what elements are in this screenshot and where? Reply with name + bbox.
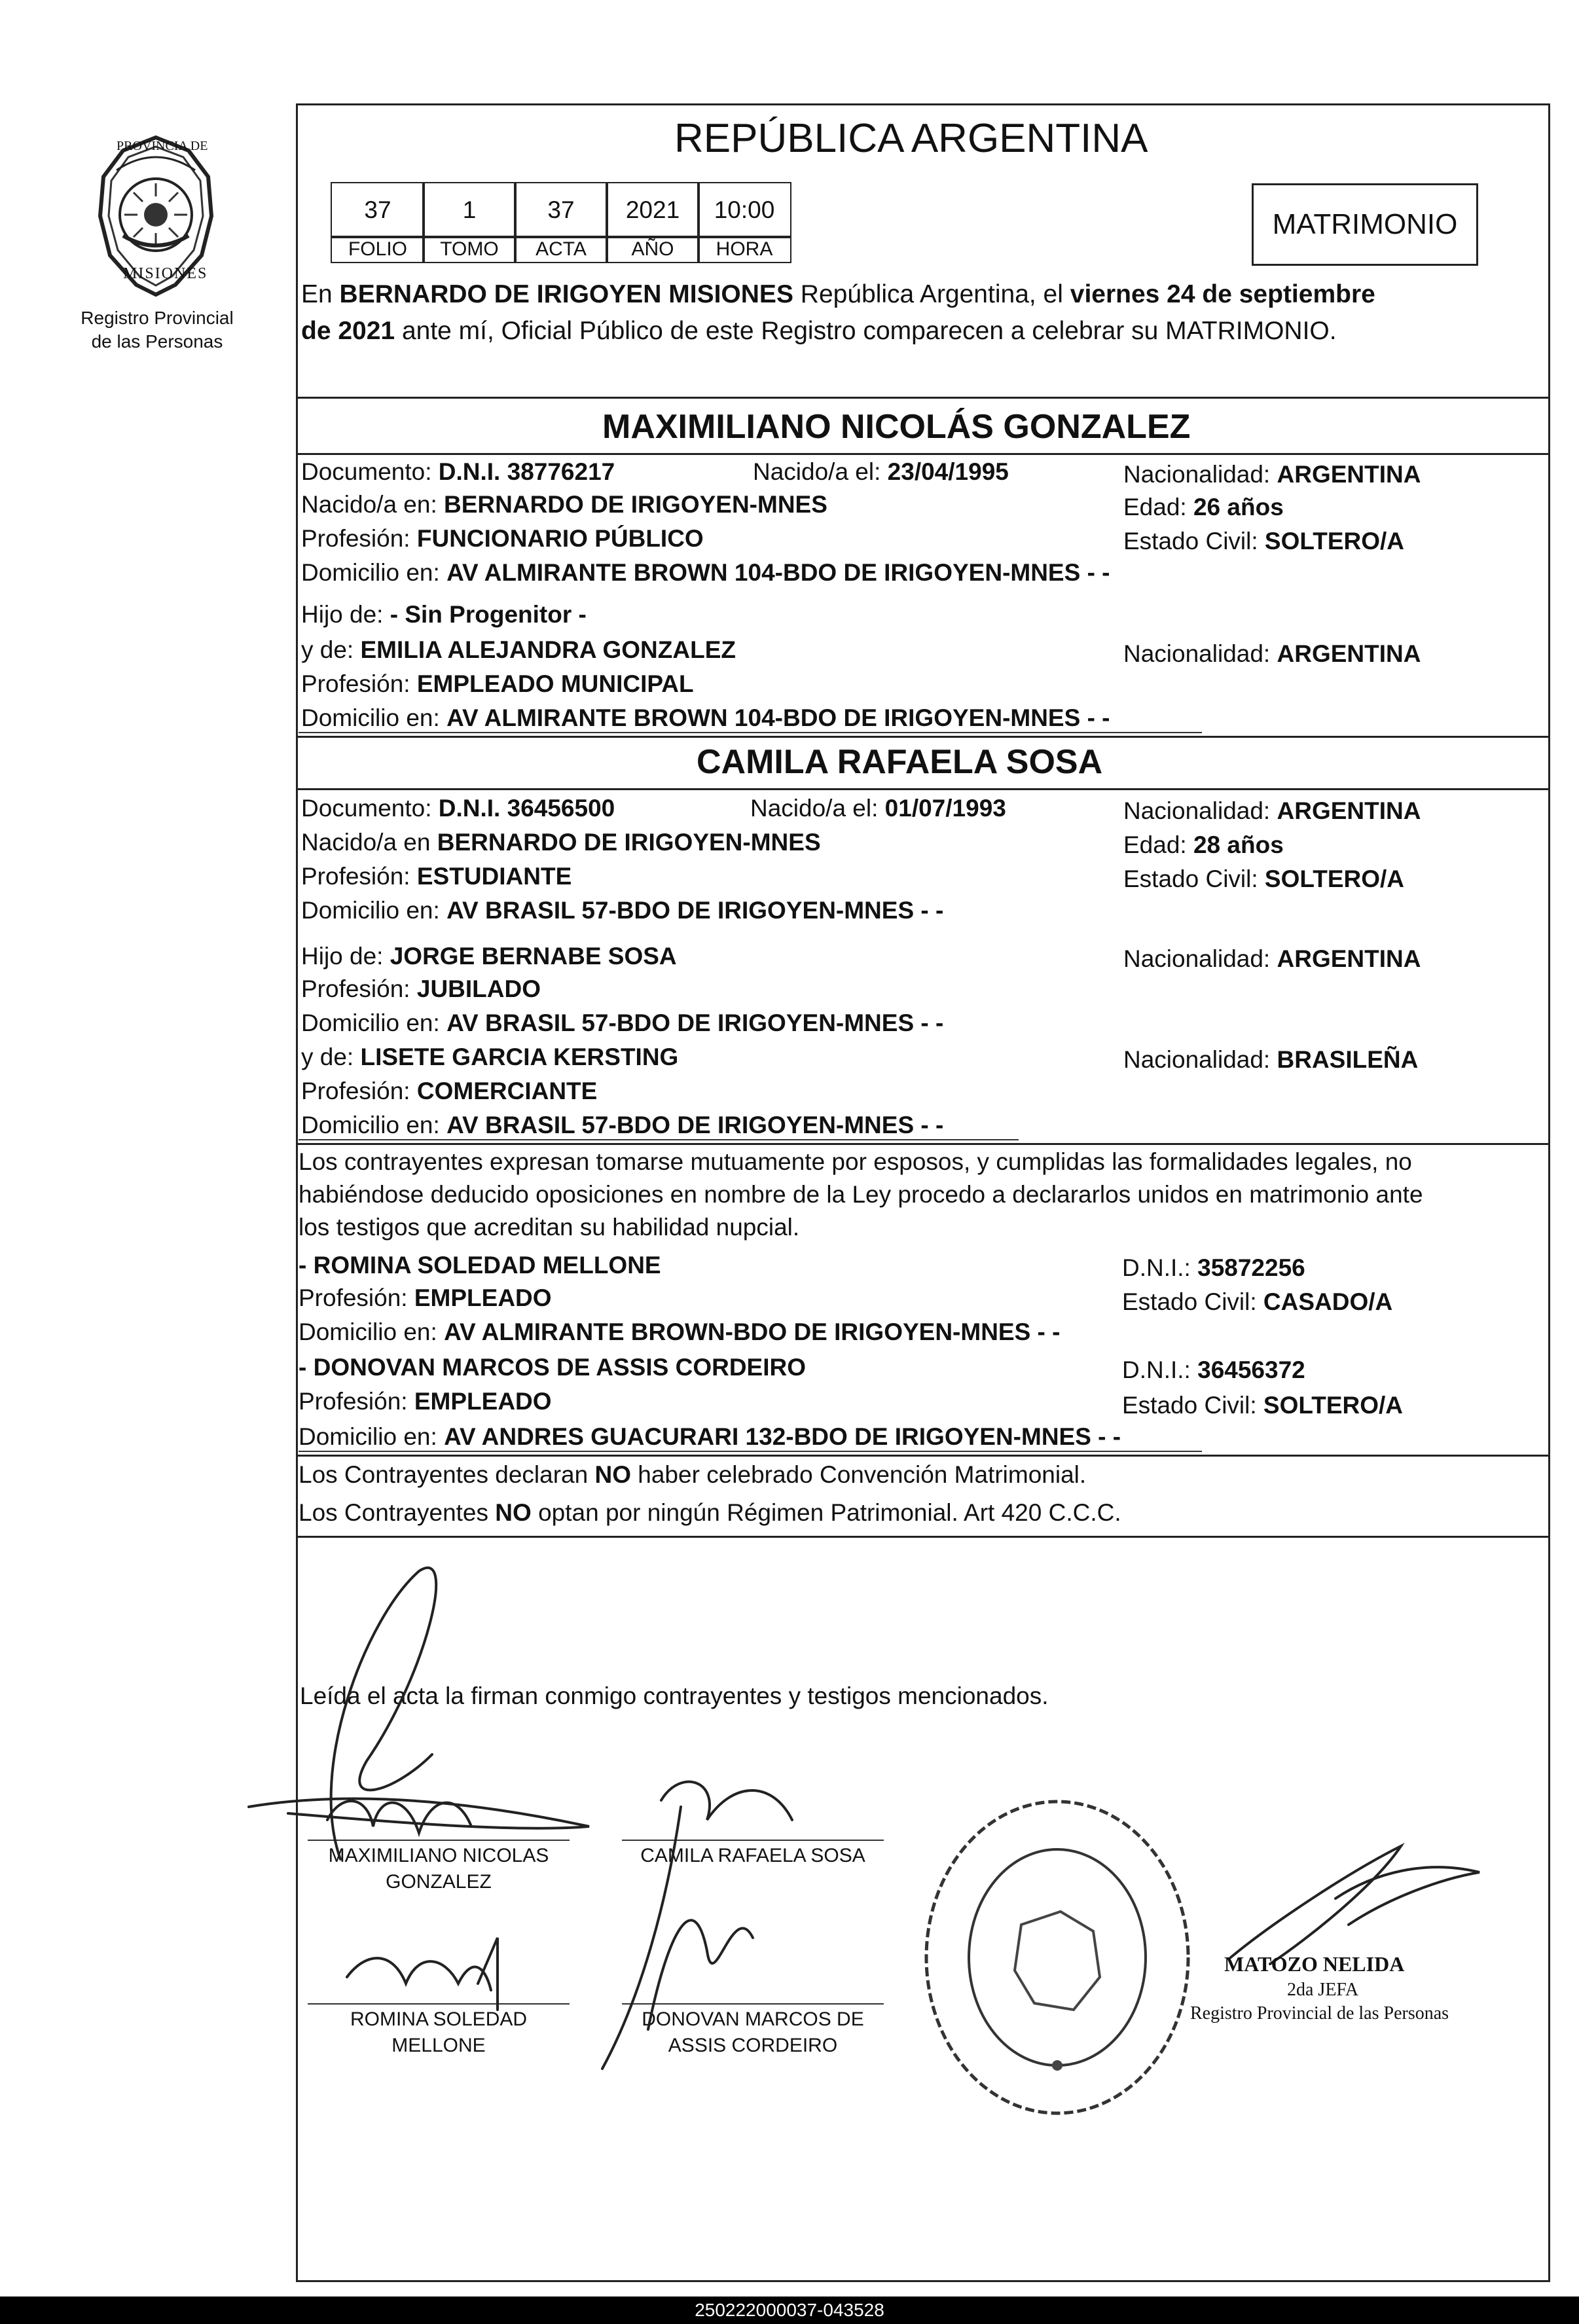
sig3-caption-1: ROMINA SOLEDAD <box>350 2008 528 2030</box>
spouse1-dom: Domicilio en: AV ALMIRANTE BROWN 104-BDO DE IRIGOYEN-MNES - - <box>301 559 1110 586</box>
declaration-line-1: Los contrayentes expresan tomarse mutuamente por esposos, y cumplidas las formalidades legales, no <box>299 1148 1412 1175</box>
sig1-caption-1: MAXIMILIANO NICOLAS <box>328 1845 549 1866</box>
witness2-prof: Profesión: EMPLEADO <box>299 1388 552 1415</box>
sig1-caption-2: GONZALEZ <box>386 1871 492 1893</box>
witness1-name: - ROMINA SOLEDAD MELLONE <box>299 1252 661 1279</box>
tomo-value: 1 <box>422 182 517 238</box>
spouse2-civil: Estado Civil: SOLTERO/A <box>1123 865 1405 892</box>
convention-line-1: Los Contrayentes declaran NO haber celebrado Convención Matrimonial. <box>299 1461 1087 1488</box>
acta-label: ACTA <box>514 236 608 263</box>
folio-value: 37 <box>331 182 425 238</box>
spouse2-doc: Documento: D.N.I. 36456500 <box>301 795 615 822</box>
spouse2-mother-nat: Nacionalidad: BRASILEÑA <box>1123 1046 1419 1073</box>
witness2-civil: Estado Civil: SOLTERO/A <box>1122 1392 1404 1419</box>
spouse1-name: MAXIMILIANO NICOLÁS GONZALEZ <box>602 408 1191 446</box>
spouse1-prof: Profesión: FUNCIONARIO PÚBLICO <box>301 525 704 552</box>
closing-text: Leída el acta la firman conmigo contrayentes y testigos mencionados. <box>300 1682 1049 1709</box>
spouse2-mother-dom: Domicilio en: AV BRASIL 57-BDO DE IRIGOYEN-MNES - - <box>301 1112 944 1138</box>
spouse1-doc: Documento: D.N.I. 38776217 <box>301 458 615 485</box>
official-name: MATOZO NELIDA <box>1224 1952 1405 1976</box>
witness1-civil: Estado Civil: CASADO/A <box>1122 1288 1393 1315</box>
spouse2-nat: Nacionalidad: ARGENTINA <box>1123 797 1421 824</box>
page-title: REPÚBLICA ARGENTINA <box>674 116 1148 161</box>
spouse2-mother-prof: Profesión: COMERCIANTE <box>301 1078 598 1104</box>
spouse2-name: CAMILA RAFAELA SOSA <box>697 743 1103 781</box>
spouse1-nat: Nacionalidad: ARGENTINA <box>1123 461 1421 488</box>
spouse2-father-dom: Domicilio en: AV BRASIL 57-BDO DE IRIGOYEN-MNES - - <box>301 1009 944 1036</box>
spouse1-born: Nacido/a el: 23/04/1995 <box>753 458 1009 485</box>
convention-line-2: Los Contrayentes NO optan por ningún Régimen Patrimonial. Art 420 C.C.C. <box>299 1499 1121 1526</box>
declaration-line-3: los testigos que acreditan su habilidad nupcial. <box>299 1214 800 1241</box>
intro-line-1: En BERNARDO DE IRIGOYEN MISIONES República Argentina, el viernes 24 de septiembre <box>301 280 1375 308</box>
witness2-dom: Domicilio en: AV ANDRES GUACURARI 132-BDO DE IRIGOYEN-MNES - - <box>299 1423 1121 1450</box>
sig4-caption-1: DONOVAN MARCOS DE <box>642 2008 864 2030</box>
official-role: 2da JEFA <box>1287 1980 1359 2000</box>
spouse2-age: Edad: 28 años <box>1123 831 1284 858</box>
sig2-caption-1: CAMILA RAFAELA SOSA <box>640 1845 865 1866</box>
witness1-prof: Profesión: EMPLEADO <box>299 1284 552 1311</box>
official-stamp-seal <box>917 1794 1198 2121</box>
intro-line-2: de 2021 ante mí, Oficial Público de este Registro comparecen a celebrar su MATRIMONIO. <box>301 317 1337 345</box>
record-type: MATRIMONIO <box>1272 208 1458 240</box>
tomo-label: TOMO <box>422 236 517 263</box>
spouse2-father-prof: Profesión: JUBILADO <box>301 975 541 1002</box>
witness1-dni: D.N.I.: 35872256 <box>1122 1254 1305 1281</box>
spouse2-born: Nacido/a el: 01/07/1993 <box>750 795 1006 822</box>
spouse1-mother-nat: Nacionalidad: ARGENTINA <box>1123 640 1421 667</box>
spouse2-prof: Profesión: ESTUDIANTE <box>301 863 572 890</box>
spouse2-father: Hijo de: JORGE BERNABE SOSA <box>301 943 677 970</box>
spouse1-civil: Estado Civil: SOLTERO/A <box>1123 528 1405 554</box>
document-code: 250222000037-043528 <box>0 2297 1579 2324</box>
spouse1-mother: y de: EMILIA ALEJANDRA GONZALEZ <box>301 636 736 663</box>
witness2-name: - DONOVAN MARCOS DE ASSIS CORDEIRO <box>299 1354 806 1381</box>
anio-value: 2021 <box>606 182 700 238</box>
spouse1-place: Nacido/a en: BERNARDO DE IRIGOYEN-MNES <box>301 491 827 518</box>
folio-label: FOLIO <box>331 236 425 263</box>
spouse2-mother: y de: LISETE GARCIA KERSTING <box>301 1044 679 1070</box>
anio-label: AÑO <box>606 236 700 263</box>
emblem-caption-2: de las Personas <box>91 331 223 352</box>
spouse1-age: Edad: 26 años <box>1123 494 1284 520</box>
witness1-dom: Domicilio en: AV ALMIRANTE BROWN-BDO DE IRIGOYEN-MNES - - <box>299 1318 1061 1345</box>
hora-label: HORA <box>697 236 791 263</box>
witness2-dni: D.N.I.: 36456372 <box>1122 1356 1305 1383</box>
hora-value: 10:00 <box>697 182 791 238</box>
spouse2-father-nat: Nacionalidad: ARGENTINA <box>1123 945 1421 972</box>
spouse1-mother-prof: Profesión: EMPLEADO MUNICIPAL <box>301 670 694 697</box>
spouse2-place: Nacido/a en BERNARDO DE IRIGOYEN-MNES <box>301 829 821 856</box>
sig3-caption-2: MELLONE <box>391 2035 486 2056</box>
official-office: Registro Provincial de las Personas <box>1190 2003 1449 2024</box>
spouse2-dom: Domicilio en: AV BRASIL 57-BDO DE IRIGOYEN-MNES - - <box>301 897 944 924</box>
emblem-caption-1: Registro Provincial <box>81 308 234 328</box>
sig4-caption-2: ASSIS CORDEIRO <box>668 2035 838 2056</box>
declaration-line-2: habiéndose deducido oposiciones en nombre de la Ley procedo a declararlos unidos en matrimonio ante <box>299 1181 1423 1208</box>
acta-value: 37 <box>514 182 608 238</box>
emblem-text-top: PROVINCIA DE <box>117 139 208 153</box>
spouse1-mother-dom: Domicilio en: AV ALMIRANTE BROWN 104-BDO DE IRIGOYEN-MNES - - <box>301 704 1110 731</box>
emblem-text-bottom: MISIONES <box>123 265 208 282</box>
spouse1-father: Hijo de: - Sin Progenitor - <box>301 601 587 628</box>
